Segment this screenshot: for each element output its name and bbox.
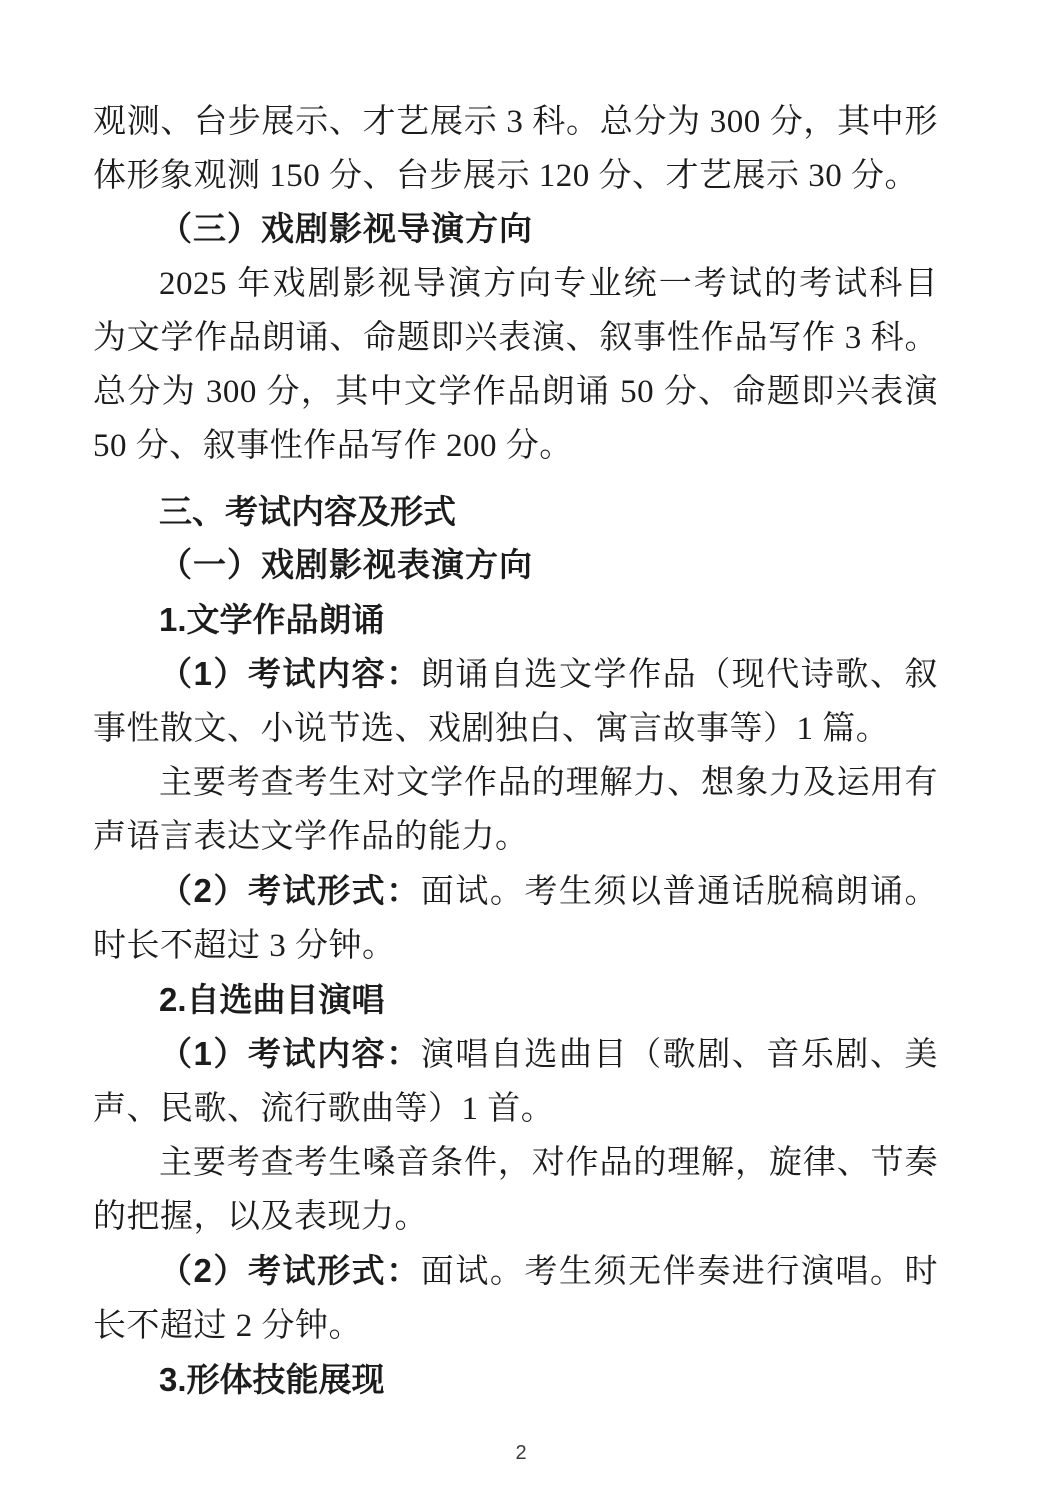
paragraph-item1-exam-form	[93, 864, 938, 973]
label-exam-form: （2）考试形式：	[159, 1252, 421, 1289]
text-exam-content: 演唱自选曲目（歌剧、音乐剧、美声、民歌、流行歌曲等）1 首。	[93, 1037, 939, 1127]
heading-section-3-exam-content: 三、考试内容及形式	[159, 493, 456, 530]
text-exam-form: 面试。考生须以普通话脱稿朗诵。时长不超过 3 分钟。	[93, 874, 939, 964]
paragraph-directing-exam-subjects: 2025 年戏剧影视导演方向专业统一考试的考试科目为文学作品朗诵、命题即兴表演、叙事性作品写作 3 科。总分为 300 分，其中文学作品朗诵 50 分、命题即兴表演 50 分、叙事性作品写作 200 分。	[93, 266, 939, 464]
label-exam-content: （1）考试内容：	[159, 1035, 421, 1072]
heading-direction-3-directing: （三）戏剧影视导演方向	[159, 212, 533, 248]
heading-item-3-physical-skills: 3.形体技能展现	[159, 1361, 385, 1398]
heading-item-2-song-singing: 2.自选曲目演唱	[159, 981, 385, 1018]
label-exam-content: （1）考试内容：	[159, 655, 421, 692]
paragraph-item1-purpose: 主要考查考生对文学作品的理解力、想象力及运用有声语言表达文学作品的能力。	[93, 765, 938, 855]
document-body	[93, 95, 938, 1407]
heading-item-1-literary-recitation: 1.文学作品朗诵	[159, 601, 385, 638]
page-number: 2	[515, 1442, 527, 1464]
text-exam-form: 面试。考生须无伴奏进行演唱。时长不超过 2 分钟。	[93, 1254, 939, 1344]
heading-sub-1-acting-direction: （一）戏剧影视表演方向	[159, 548, 533, 584]
text-exam-content: 朗诵自选文学作品（现代诗歌、叙事性散文、小说节选、戏剧独白、寓言故事等）1 篇。	[93, 657, 939, 747]
paragraph-scores-continuation: 观测、台步展示、才艺展示 3 科。总分为 300 分，其中形体形象观测 150 分、台步展示 120 分、才艺展示 30 分。	[93, 104, 938, 194]
label-exam-form: （2）考试形式：	[159, 872, 421, 909]
paragraph-item1-exam-content	[93, 647, 938, 756]
paragraph-item2-exam-content	[93, 1027, 938, 1136]
paragraph-item2-exam-form	[93, 1244, 938, 1353]
paragraph-item2-purpose: 主要考查考生嗓音条件，对作品的理解，旋律、节奏的把握，以及表现力。	[93, 1145, 938, 1235]
